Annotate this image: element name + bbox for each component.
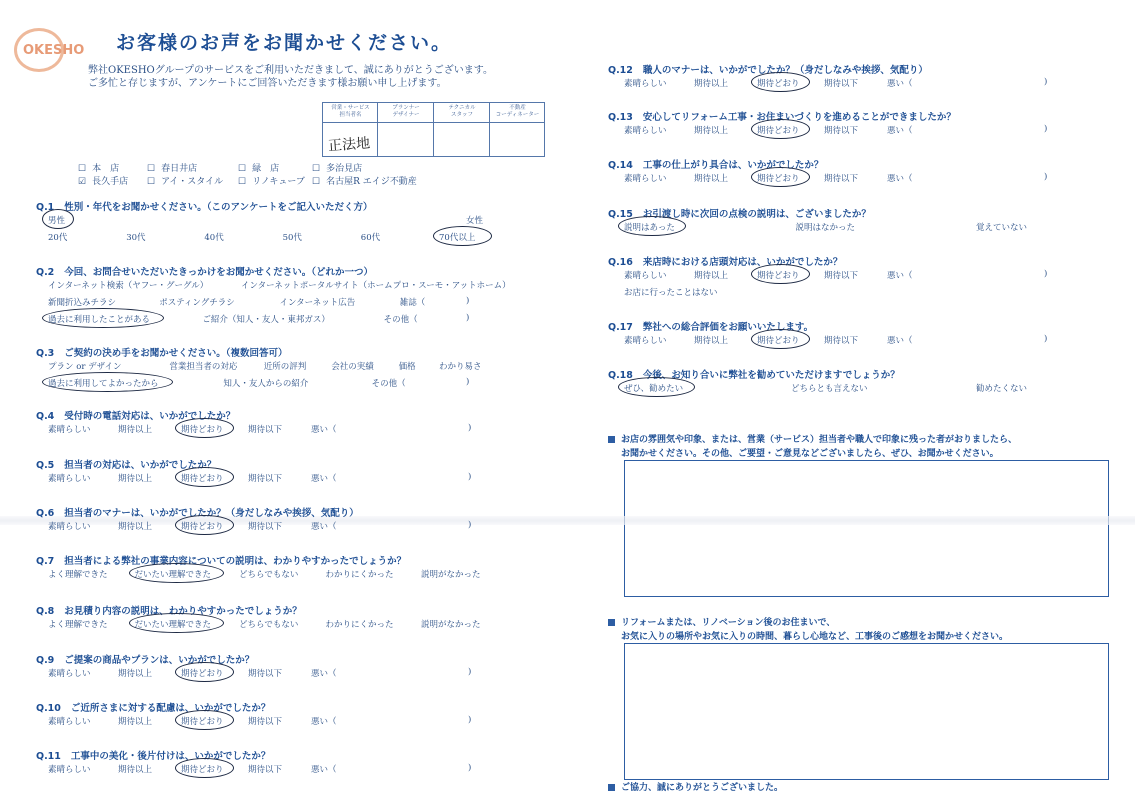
comment1-line-1: お店の雰囲気や印象、または、営業（サービス）担当者や職人で印象に残った者がおりましたら、 [621,435,1018,445]
company-logo [14,28,85,72]
question-title [608,254,846,269]
option-bracket: ) [468,763,472,773]
option-bracket: ) [1044,124,1048,134]
answer-option[interactable]: わかり易さ [439,362,482,372]
store-label: 春日井店 [161,164,198,174]
answer-option[interactable]: 新聞折込みチラシ [48,298,117,308]
answer-option[interactable]: 期待どおり [757,126,800,136]
option-bracket: ) [466,313,470,323]
answer-option[interactable]: 20代 [48,233,68,243]
question-number: Q.6 [36,508,55,519]
answer-option[interactable]: 期待どおり [181,765,224,775]
question-text: 来店時における店頭対応は、いかがでしたか？ [642,257,843,268]
store-option[interactable] [78,161,119,174]
answer-option[interactable]: 悪い（ [311,425,337,435]
answer-option[interactable]: 期待以上 [118,522,153,532]
answer-option[interactable]: 素晴らしい [48,522,91,532]
answer-option[interactable]: インターネット検索（ヤフー・グーグル） [48,281,209,291]
answer-option[interactable]: 期待以上 [118,717,153,727]
question-title [36,700,274,715]
answer-option[interactable]: 素晴らしい [624,126,667,136]
store-option[interactable] [147,174,223,187]
answer-option[interactable]: その他（ [383,315,418,325]
answer-option[interactable]: 雑誌（ [399,298,426,308]
thanks-message [608,781,783,795]
store-label: 名古屋R エイジ不動産 [326,177,417,187]
answer-option[interactable]: 期待以下 [248,425,283,435]
answer-option[interactable]: 期待以上 [118,474,153,484]
answer-option[interactable]: 素晴らしい [48,425,91,435]
answer-option[interactable]: わかりにくかった [325,570,394,580]
selected-answer-circle [175,515,234,535]
question-number: Q.1 [36,202,55,213]
answer-option[interactable]: プラン or デザイン [48,362,122,372]
comment1-line-2: お聞かせください。その他、ご要望・ご意見などございましたら、ぜひ、お聞かせください。 [621,449,999,459]
store-label: 緑 店 [252,164,280,174]
answer-option[interactable]: 期待どおり [181,669,224,679]
answer-option[interactable]: 期待以下 [248,717,283,727]
question-title [36,199,376,214]
answer-option[interactable]: 女性 [466,216,484,226]
comment2-line-2: お気に入りの場所やお気に入りの時間、暮らし心地など、工事後のご感想をお聞かせください。 [621,632,1009,642]
staff-header-planner: プランナー デザイナー [392,105,420,118]
question-title [36,553,410,568]
question-text: 工事の仕上がり具合は、いかがでしたか？ [642,160,824,171]
answer-option[interactable]: 期待以上 [694,271,729,281]
question-text: 今回、お問合せいただいたきっかけをお聞かせください。（どれか一つ） [64,267,374,278]
store-label: 本 店 [92,164,120,174]
answer-option[interactable]: 説明がなかった [421,620,481,630]
question-text: 担当者による弊社の事業内容についての説明は、わかりやすかったでしょうか？ [64,556,407,567]
answer-option[interactable]: よく理解できた [48,620,108,630]
answer-option[interactable]: お店に行ったことはない [624,288,718,298]
answer-option[interactable]: 素晴らしい [48,474,91,484]
answer-option[interactable]: 悪い（ [887,79,913,89]
question-number: Q.5 [36,460,55,471]
question-text: 弊社への総合評価をお願いいたします。 [642,322,814,333]
answer-option[interactable]: 60代 [360,233,381,243]
answer-option[interactable]: ポスティングチラシ [159,298,235,308]
selected-answer-circle [42,209,74,229]
answer-option[interactable]: 悪い（ [311,669,337,679]
store-option[interactable] [238,161,279,174]
thanks-text: ご協力、誠にありがとうございました。 [621,783,784,793]
option-bracket: ) [466,296,470,306]
answer-option[interactable]: 価格 [398,362,416,372]
selected-answer-circle [751,72,810,92]
answer-option[interactable]: 50代 [282,233,302,243]
store-option[interactable] [312,161,362,174]
question-number: Q.9 [36,655,55,666]
answer-option[interactable]: 期待どおり [181,425,224,435]
answer-option[interactable]: 40代 [204,233,224,243]
answer-option[interactable]: 悪い（ [887,174,913,184]
answer-option[interactable]: 素晴らしい [624,271,667,281]
answer-option[interactable]: 素晴らしい [624,336,667,346]
bullet-square-icon [608,784,615,791]
option-bracket: ) [468,715,472,725]
question-number: Q.3 [36,348,55,359]
question-number: Q.8 [36,606,55,617]
answer-option[interactable]: その他（ [371,379,406,389]
answer-option[interactable]: 期待以下 [248,669,283,679]
selected-answer-circle [618,216,686,236]
answer-option[interactable]: 素晴らしい [624,79,667,89]
option-bracket: ) [1044,172,1048,182]
answer-option[interactable]: 勧めたくない [976,384,1028,394]
intro-line-2: ご多忙と存じますが、アンケートにご回答いただきます様お願い申し上げます。 [88,78,447,89]
answer-option[interactable]: ご紹介（知人・友人・東邦ガス） [202,315,330,325]
question-text: 今後、お知り合いに弊社を勧めていただけますでしょうか？ [642,370,900,381]
checkbox-icon[interactable]: ☐ [238,177,247,187]
answer-option[interactable]: 期待以下 [824,79,859,89]
checkbox-icon[interactable]: ☐ [147,177,156,187]
selected-answer-circle [129,563,224,583]
answer-option[interactable]: 悪い（ [887,271,913,281]
answer-option[interactable]: 悪い（ [311,522,337,532]
answer-option[interactable]: インターネット広告 [279,298,356,308]
selected-answer-circle [618,377,695,397]
bullet-square-icon [608,436,615,443]
question-number: Q.4 [36,411,55,422]
store-label: 多治見店 [326,164,363,174]
question-text: お引渡し時に次回の点検の説明は、ございましたか？ [642,209,871,220]
store-option[interactable] [238,174,305,187]
question-title [36,748,274,763]
question-title [36,264,377,279]
page-title: お客様のお声をお聞かせください。 [116,32,453,54]
question-number: Q.13 [608,112,633,123]
answer-option[interactable]: 期待以下 [248,522,283,532]
question-number: Q.17 [608,322,633,333]
store-option[interactable] [147,161,197,174]
question-number: Q.10 [36,703,61,714]
selected-answer-circle [129,613,224,633]
comment-box-1[interactable] [624,460,1109,597]
store-label: リノキューブ [252,177,305,187]
answer-option[interactable]: 期待以下 [248,474,283,484]
selected-answer-circle [751,167,810,187]
answer-option[interactable]: 営業担当者の対応 [169,362,238,372]
answer-option[interactable]: 期待以上 [694,126,729,136]
question-text: ご提案の商品やプランは、いかがでしたか？ [64,655,255,666]
checkbox-icon[interactable]: ☐ [312,177,321,187]
answer-option[interactable]: 悪い（ [311,474,337,484]
answer-option[interactable]: よく理解できた [48,570,108,580]
answer-option[interactable]: 期待以上 [694,174,729,184]
answer-option[interactable]: 期待どおり [757,79,800,89]
answer-option[interactable]: 会社の実績 [331,362,374,372]
selected-answer-circle [751,264,810,284]
answer-option[interactable]: 素晴らしい [48,669,91,679]
question-text: 安心してリフォーム工事・お住まいづくりを進めることができましたか？ [642,112,956,123]
answer-option[interactable]: 悪い（ [887,336,913,346]
selected-answer-circle [42,372,173,392]
answer-option[interactable]: 説明がなかった [421,570,481,580]
answer-option[interactable]: 期待以上 [694,79,729,89]
answer-option[interactable]: 期待以上 [118,669,153,679]
answer-option[interactable]: 期待以上 [694,336,729,346]
question-number: Q.11 [36,751,61,762]
selected-answer-circle [175,710,234,730]
selected-answer-circle [175,758,234,778]
answer-option[interactable]: 覚えていない [976,223,1028,233]
bullet-square-icon [608,619,615,626]
answer-option[interactable]: 期待以下 [248,765,283,775]
answer-option[interactable]: どちらでもない [239,570,299,580]
intro-text [88,64,493,90]
answer-option[interactable]: 期待どおり [181,474,224,484]
answer-option[interactable]: ぜひ、勧めたい [624,384,684,394]
checked-box-icon[interactable]: ☑ [78,177,87,187]
answer-option[interactable]: だいたい理解できた [134,570,212,580]
answer-option[interactable]: 悪い（ [887,126,913,136]
selected-answer-circle [42,308,164,328]
question-number: Q.16 [608,257,633,268]
answer-option[interactable]: 過去に利用してよかったから [48,379,159,389]
answer-option[interactable]: 期待以上 [118,425,153,435]
store-label: アイ・スタイル [161,177,224,187]
store-option[interactable] [312,174,417,187]
selected-answer-circle [175,418,234,438]
store-label: 長久手店 [92,177,129,187]
option-bracket: ) [468,423,472,433]
option-bracket: ) [1044,334,1048,344]
answer-option[interactable]: どちらでもない [239,620,299,630]
question-number: Q.18 [608,370,633,381]
option-bracket: ) [468,667,472,677]
question-text: ご近所さまに対する配慮は、いかがでしたか？ [70,703,271,714]
staff-header-realestate: 不動産 コーディネーター [495,105,540,118]
answer-option[interactable]: 期待どおり [757,336,800,346]
answer-option[interactable]: 期待以下 [824,174,859,184]
question-text: 担当者のマナーは、いかがでしたか？（身だしなみや挨拶、気配り） [64,508,359,519]
checkbox-icon[interactable]: ☐ [147,164,156,174]
comment-prompt-2 [608,616,1008,644]
intro-line-1: 弊社OKESHOグループのサービスをご利用いただきまして、誠にありがとうございます。 [88,65,493,76]
checkbox-icon[interactable]: ☐ [238,164,247,174]
answer-option[interactable]: 期待以下 [824,271,859,281]
answer-option[interactable]: 期待どおり [757,174,800,184]
answer-option[interactable]: 期待どおり [181,522,224,532]
comment2-line-1: リフォームまたは、リノベーション後のお住まいで、 [621,618,836,628]
answer-option[interactable]: 悪い（ [311,717,337,727]
selected-answer-circle [433,226,492,246]
option-bracket: ) [468,520,472,530]
answer-option[interactable]: 素晴らしい [48,717,91,727]
answer-option[interactable]: 30代 [126,233,146,243]
staff-header-technical: テクニカル スタッフ [448,105,476,118]
answer-option[interactable]: 素晴らしい [48,765,91,775]
selected-answer-circle [175,662,234,682]
answer-option[interactable]: 70代以上 [439,233,476,243]
comment-prompt-1 [608,433,1017,461]
checkbox-icon[interactable]: ☐ [312,164,321,174]
sales-staff-name: 正法地 [327,135,371,155]
question-title [36,345,292,360]
comment-box-2[interactable] [624,643,1109,780]
question-text: 工事中の美化・後片付けは、いかがでしたか？ [70,751,271,762]
option-bracket: ) [466,377,470,387]
option-bracket: ) [468,472,472,482]
answer-option[interactable]: 期待以上 [118,765,153,775]
question-text: ご契約の決め手をお聞かせください。（複数回答可） [64,348,288,359]
answer-option[interactable]: 知人・友人からの紹介 [223,379,309,389]
staff-header-sales: 営業・サービス 担当者名 [331,105,370,118]
answer-option[interactable]: 期待どおり [757,271,800,281]
question-text: 職人のマナーは、いかがでしたか？（身だしなみや挨拶、気配り） [642,65,928,76]
answer-option[interactable]: 期待以下 [824,126,859,136]
answer-option[interactable]: 男性 [48,216,66,226]
answer-option[interactable]: 期待どおり [181,717,224,727]
selected-answer-circle [175,467,234,487]
question-text: お見積り内容の説明は、わかりやすかったでしょうか？ [64,606,302,617]
answer-option[interactable]: 過去に利用したことがある [48,315,151,325]
answer-option[interactable]: だいたい理解できた [134,620,212,630]
question-number: Q.2 [36,267,55,278]
question-number: Q.7 [36,556,55,567]
question-number: Q.12 [608,65,633,76]
selected-answer-circle [751,329,810,349]
question-text: 性別・年代をお聞かせください。（このアンケートをご記入いただく方） [64,202,373,213]
answer-option[interactable]: わかりにくかった [325,620,394,630]
answer-option[interactable]: 素晴らしい [624,174,667,184]
answer-option[interactable]: インターネットポータルサイト（ホームプロ・スーモ・アットホーム） [241,281,511,291]
question-text: 受付時の電話対応は、いかがでしたか？ [64,411,236,422]
option-bracket: ) [1044,269,1048,279]
answer-option[interactable]: 説明はなかった [795,223,856,233]
answer-option[interactable]: 説明はあった [624,223,675,233]
logo-text: OKESHO [23,43,85,58]
answer-option[interactable]: 近所の評判 [263,362,307,372]
question-number: Q.14 [608,160,633,171]
answer-option[interactable]: 悪い（ [311,765,337,775]
store-option[interactable] [78,174,128,187]
option-bracket: ) [1044,77,1048,87]
checkbox-icon[interactable]: ☐ [78,164,87,174]
question-number: Q.15 [608,209,633,220]
store-checklist [78,161,438,191]
selected-answer-circle [751,119,810,139]
answer-option[interactable]: 期待以下 [824,336,859,346]
answer-option[interactable]: どちらとも言えない [791,384,868,394]
question-text: 担当者の対応は、いかがでしたか？ [64,460,217,471]
